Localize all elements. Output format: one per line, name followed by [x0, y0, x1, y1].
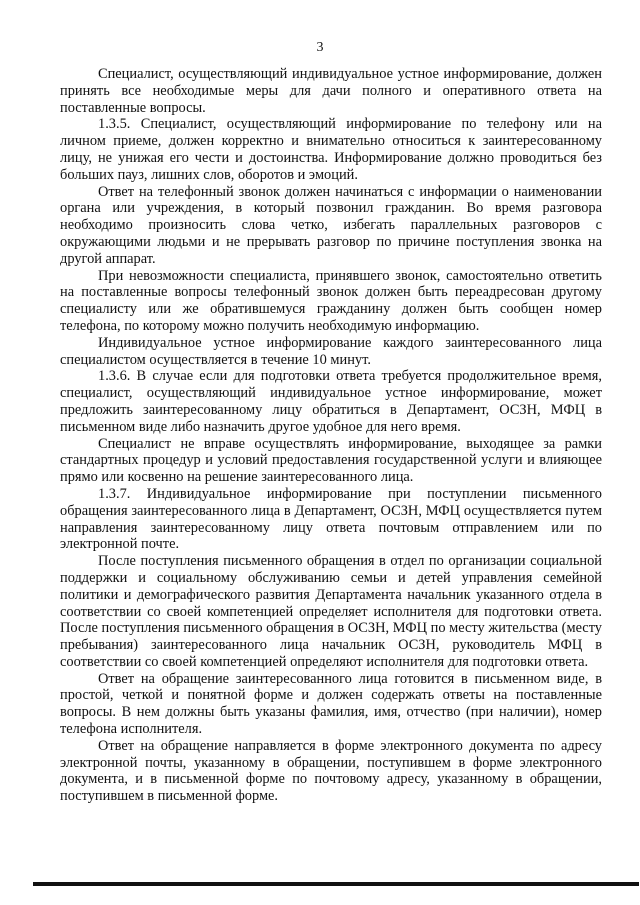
paragraph: После поступления письменного обращения в отдел по организации социальной поддержки и социальному обслуживанию семьи и детей управления семейной политики и демографического развития Департамента начальник указанного отдела в соответствии со своей компетенцией определяет исполнителя для подготовки ответа. После поступления письменного обращения в ОСЗН, МФЦ по месту жительства (месту пребывания) заинтересованного лица начальник ОСЗН, руководитель МФЦ в соответствии со своей компетенцией определяют исполнителя для подготовки ответа.: [60, 553, 602, 670]
page-number: 3: [316, 40, 324, 55]
paragraph: 1.3.5. Специалист, осуществляющий информирование по телефону или на личном приеме, должен корректно и внимательно относиться к заинтересованному лицу, не унижая его чести и достоинства. Информирование должно проводиться без больших пауз, лишних слов, оборотов и эмоций.: [60, 116, 602, 183]
paragraph: Специалист не вправе осуществлять информирование, выходящее за рамки стандартных процедур и условий предоставления государственной услуги и влияющее прямо или косвенно на решение заинтересованного лица.: [60, 435, 602, 486]
paragraph: Ответ на телефонный звонок должен начинаться с информации о наименовании органа или учреждения, в который позвонил гражданин. Во время разговора необходимо произносить слова четко, избегать параллельных разговоров с окружающими людьми и не прерывать разговор по причине поступления звонка на другой аппарат.: [60, 183, 602, 267]
paragraph: Ответ на обращение заинтересованного лица готовится в письменном виде, в простой, четкой и понятной форме и должен содержать ответы на поставленные вопросы. В нем должны быть указаны фамилия, имя, отчество (при наличии), номер телефона исполнителя.: [60, 670, 602, 738]
paragraph: 1.3.7. Индивидуальное информирование при поступлении письменного обращения заинтересованного лица в Департамент, ОСЗН, МФЦ осуществляется путем направления заинтересованному лицу ответа почтовым отправлением или по электронной почте.: [60, 485, 602, 553]
bottom-rule: [33, 882, 639, 886]
paragraph: Ответ на обращение направляется в форме электронного документа по адресу электронной почты, указанному в обращении, поступившем в форме электронного документа, и в письменной форме по почтовому адресу, указанному в обращении, поступившем в письменной форме.: [60, 737, 602, 805]
paragraph: Индивидуальное устное информирование каждого заинтересованного лица специалистом осуществляется в течение 10 минут.: [60, 334, 602, 368]
paragraph: При невозможности специалиста, принявшего звонок, самостоятельно ответить на поставленные вопросы телефонный звонок должен быть переадресован другому специалисту или же обратившемуся гражданину должен быть сообщен номер телефона, по которому можно получить необходимую информацию.: [60, 267, 602, 334]
paragraph: Специалист, осуществляющий индивидуальное устное информирование, должен принять все необходимые меры для дачи полного и оперативного ответа на поставленные вопросы.: [60, 66, 602, 116]
document-body: [60, 66, 602, 805]
paragraph: 1.3.6. В случае если для подготовки ответа требуется продолжительное время, специалист, осуществляющий индивидуальное устное информирование, может предложить заинтересованному лицу обратиться в Департамент, ОСЗН, МФЦ в письменном виде либо назначить другое удобное для него время.: [60, 368, 602, 435]
